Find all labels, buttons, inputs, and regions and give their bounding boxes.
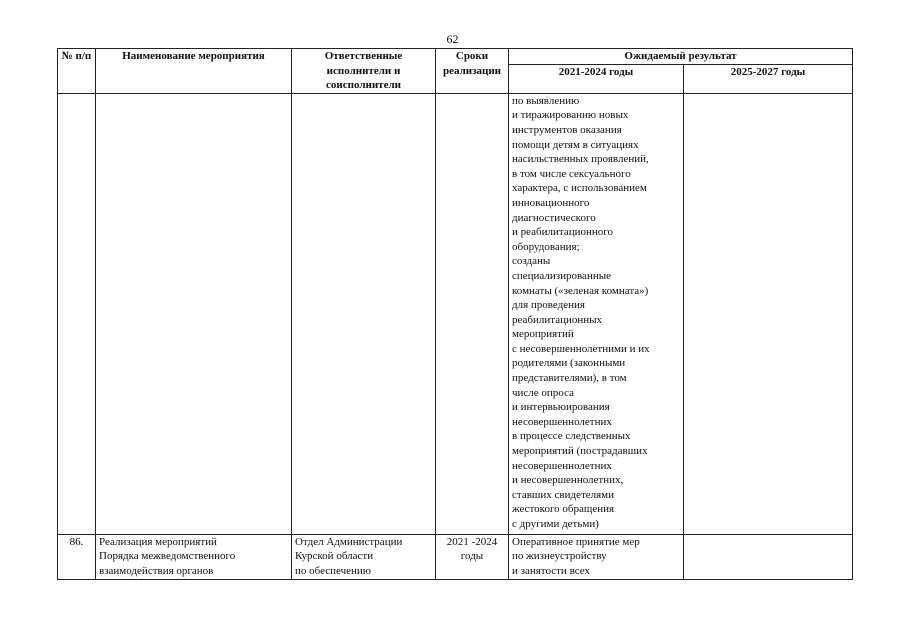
cell-result-2021-2024: Оперативное принятие мер по жизнеустройству и занятости всех (509, 534, 684, 579)
table-row (58, 534, 853, 579)
measures-table (57, 48, 853, 580)
header-name: Наименование мероприятия (96, 49, 292, 94)
header-row-top (58, 49, 853, 65)
cell-result-2025-2027 (684, 534, 853, 579)
header-num: № п/п (58, 49, 96, 94)
header-period-2025-2027: 2025-2027 годы (684, 64, 853, 93)
cell-executors (292, 93, 436, 534)
table-row (58, 93, 853, 534)
cell-executors: Отдел Администрации Курской области по обеспечению (292, 534, 436, 579)
cell-name: Реализация мероприятий Порядка межведомственного взаимодействия органов (96, 534, 292, 579)
cell-result-2021-2024: по выявлению и тиражированию новых инструментов оказания помощи детям в ситуациях насильственных проявлений, в том числе сексуального характера, с использованием инновационного диагностического и реабилитационного оборудования; созданы специализированные комнаты («зеленая комната») для проведения реабилитационных мероприятий с несовершеннолетними и их родителями (законными представителями), в том числе опроса и интервьюирования несовершеннолетних в процессе следственных мероприятий (пострадавших несовершеннолетних и несовершеннолетних, ставших свидетелями жестокого обращения с другими детьми) (509, 93, 684, 534)
header-terms: Сроки реализации (436, 49, 509, 94)
cell-terms: 2021 -2024 годы (436, 534, 509, 579)
header-expected-result: Ожидаемый результат (509, 49, 853, 65)
cell-num: 86. (58, 534, 96, 579)
page-number: 62 (446, 32, 459, 46)
cell-num (58, 93, 96, 534)
cell-name (96, 93, 292, 534)
header-period-2021-2024: 2021-2024 годы (509, 64, 684, 93)
header-executors: Ответственные исполнители и соисполнители (292, 49, 436, 94)
cell-terms (436, 93, 509, 534)
cell-result-2025-2027 (684, 93, 853, 534)
